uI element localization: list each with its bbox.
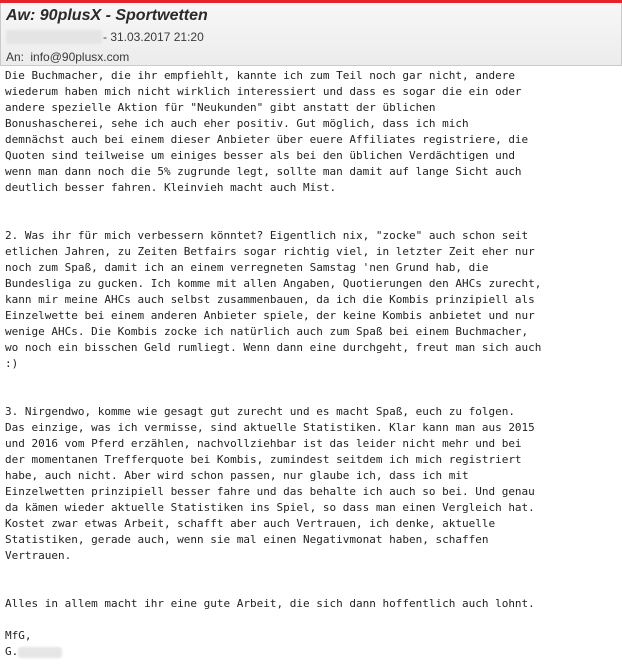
body-line: MfG, xyxy=(5,629,32,642)
body-line: Bonushascherei, sehe ich auch eher positiv. Gut möglich, dass ich mich xyxy=(5,117,469,130)
body-line: wenn man dann noch die 5% zugrunde legt, sollte man damit auf lange Sicht auch xyxy=(5,165,522,178)
body-line: der momentanen Trefferquote bei Kombis, zumindest seitdem ich mich registriert xyxy=(5,453,522,466)
email-recipient xyxy=(6,50,129,64)
body-line: wo noch ein bisschen Geld rumliegt. Wenn dann eine durchgeht, freut man sich auch xyxy=(5,341,542,354)
body-line: Kostet zwar etwas Arbeit, schafft aber auch Vertrauen, ich denke, aktuelle xyxy=(5,517,496,530)
email-header xyxy=(0,0,622,66)
body-line xyxy=(5,372,617,388)
body-line: Einzelwetten prinzipiell besser fahre und das behalte ich auch so bei. Und genau xyxy=(5,485,535,498)
body-line: :) xyxy=(5,357,19,370)
email-body xyxy=(5,68,617,660)
body-line xyxy=(5,564,617,580)
body-line: wenige AHCs. Die Kombis zocke ich natürlich auch zum Spaß bei einem Buchmacher, xyxy=(5,325,529,338)
body-line: Vertrauen. xyxy=(5,549,72,562)
body-line: etlichen Jahren, zu Zeiten Betfairs sogar richtig viel, in letzter Zeit eher nur xyxy=(5,245,535,258)
signature-line xyxy=(5,644,617,660)
body-line: Das einzige, was ich vermisse, sind aktuelle Statistiken. Klar kann man aus 2015 xyxy=(5,421,535,434)
body-line xyxy=(5,388,617,404)
recipient-label: An: xyxy=(6,50,25,64)
header-panel xyxy=(0,3,622,66)
body-line: deutlich besser fahren. Kleinvieh macht auch Mist. xyxy=(5,181,337,194)
body-line: Einzelwette bei einem anderen Anbieter spiele, der keine Kombis anbietet und nur xyxy=(5,309,535,322)
body-line: Die Buchmacher, die ihr empfiehlt, kannte ich zum Teil noch gar nicht, andere xyxy=(5,69,515,82)
email-datetime: - 31.03.2017 21:20 xyxy=(103,30,204,44)
body-line xyxy=(5,212,617,228)
body-line: kann mir meine AHCs auch selbst zusammenbauen, da ich die Kombis prinzipiell als xyxy=(5,293,535,306)
body-line: noch zum Spaß, damit ich an einem verregneten Samstag 'nen Grund hab, die xyxy=(5,261,489,274)
sender-name-redacted xyxy=(6,30,102,44)
body-line: wiederum haben mich nicht wirklich interessiert und dass es sogar die ein oder xyxy=(5,85,522,98)
body-line xyxy=(5,612,617,628)
recipient-address[interactable]: info@90plusx.com xyxy=(30,50,130,64)
body-line: da kämen wieder aktuelle Statistiken ins Spiel, so dass man einen Vergleich hat. xyxy=(5,501,535,514)
body-line: Alles in allem macht ihr eine gute Arbeit, die sich dann hoffentlich auch lohnt. xyxy=(5,597,535,610)
email-subject: Aw: 90plusX - Sportwetten xyxy=(6,7,208,24)
body-line xyxy=(5,196,617,212)
signature-name-redacted xyxy=(18,647,62,658)
body-line: Statistiken, gerade auch, wenn sie mal einen Negativmonat haben, schaffen xyxy=(5,533,489,546)
body-line: 3. Nirgendwo, komme wie gesagt gut zurecht und es macht Spaß, euch zu folgen. xyxy=(5,405,515,418)
body-line: habe, auch nicht. Aber wird schon passen, nur glaube ich, dass ich mit xyxy=(5,469,469,482)
body-line: 2. Was ihr für mich verbessern könntet? Eigentlich nix, "zocke" auch schon seit xyxy=(5,229,529,242)
body-line: Quoten sind teilweise um einiges besser als bei den üblichen Verdächtigen und xyxy=(5,149,515,162)
body-line: demnächst auch bei einem dieser Anbieter über euere Affiliates registriere, die xyxy=(5,133,529,146)
body-line: Bundesliga zu gucken. Ich komme mit allen Angaben, Quotierungen den AHCs zurecht, xyxy=(5,277,542,290)
body-line xyxy=(5,580,617,596)
signature-initial: G. xyxy=(5,645,19,658)
body-line: und 2016 vom Pferd erzählen, nachvollziehbar ist das leider nicht mehr und bei xyxy=(5,437,522,450)
body-line: andere spezielle Aktion für "Neukunden" gibt anstatt der üblichen xyxy=(5,101,436,114)
